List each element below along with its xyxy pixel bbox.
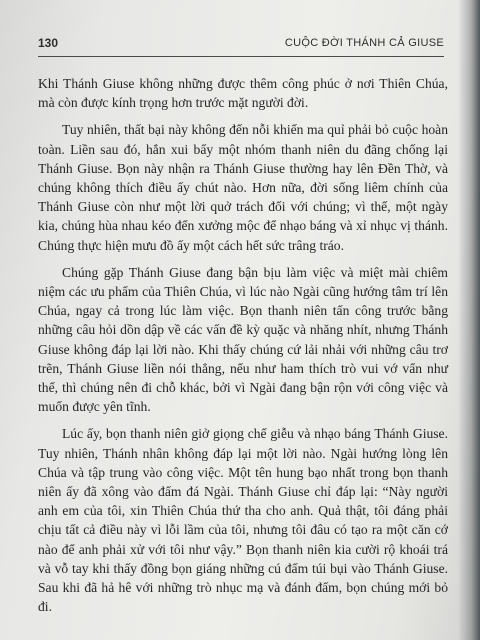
paragraph-4: Lúc ấy, bọn thanh niên giở giọng chế giễu và nhạo báng Thánh Giuse. Tuy nhiên, Thánh nhân không đáp lại một lời nào. Ngài hướng lòng lên Chúa và tập trung vào công việc. Một tên hung bạo nhất trong bọn thanh niên ấy đã xông vào đấm đá Ngài. Thánh Giuse chỉ đáp lại: “Này người anh em của tôi, xin Thiên Chúa thứ tha cho anh. Quả thật, tôi đáng phải chịu tất cả điều này vì lỗi lầm của tôi, nhưng tôi đâu có tạo ra một căn cớ nào để anh phải xử với tôi như vậy.” Bọn thanh niên kia cười rộ khoái trá và vỗ tay khi thấy đồng bọn giáng những cú đấm túi bụi vào Thánh Giuse. Sau khi đã hả hê với những trò nhục mạ và đánh đấm, bọn chúng mới bỏ đi. <box>38 426 448 615</box>
running-head <box>38 36 444 54</box>
paragraph-3: Chúng gặp Thánh Giuse đang bận bịu làm việc và miệt mài chiêm niệm các ưu phẩm của Thiên Chúa, vì lúc nào Ngài cũng hướng tâm trí lên Chúa, ngay cả trong lúc làm việc. Bọn thanh niên tấn công trước bằng những câu hỏi dồn dập về các vấn đề kỳ quặc và nhăng nhít, nhưng Thánh Giuse không đáp lại lời nào. Khi thấy chúng cứ lải nhải với những câu trơ trẽn, Thánh Giuse liền nói thẳng, nếu như ham thích trò vui vớ vẩn như thế, thì chúng nên đi chỗ khác, bởi vì Ngài đang bận rộn với công việc và muốn được yên tĩnh. <box>38 264 448 415</box>
paragraph-1: Khi Thánh Giuse không những được thêm công phúc ở nơi Thiên Chúa, mà còn được kính trọng hơn trước mặt người đời. <box>38 76 448 111</box>
paragraph-2: Tuy nhiên, thất bại này không đến nỗi khiến ma quỉ phải bỏ cuộc hoàn toàn. Liền sau đó, hắn xui bẩy một nhóm thanh niên du đãng chống lại Thánh Giuse. Bọn này nhận ra Thánh Giuse thường hay lên Đền Thờ, và chúng không thích điều ấy chút nào. Hơn nữa, đời sống liêm chính của Thánh Giuse còn như một lời quở trách đối với chúng; vì thế, một ngày kia, chúng hùa nhau kéo đến xưởng mộc để nhạo báng và xỉ nhục vị thánh. Chúng thực hiện mưu đồ ấy một cách hết sức trâng tráo. <box>38 122 448 253</box>
body-text <box>38 74 448 624</box>
book-title: CUỘC ĐỜI THÁNH CẢ GIUSE <box>284 37 444 49</box>
header-rule <box>38 56 444 57</box>
page-number: 130 <box>38 36 59 50</box>
